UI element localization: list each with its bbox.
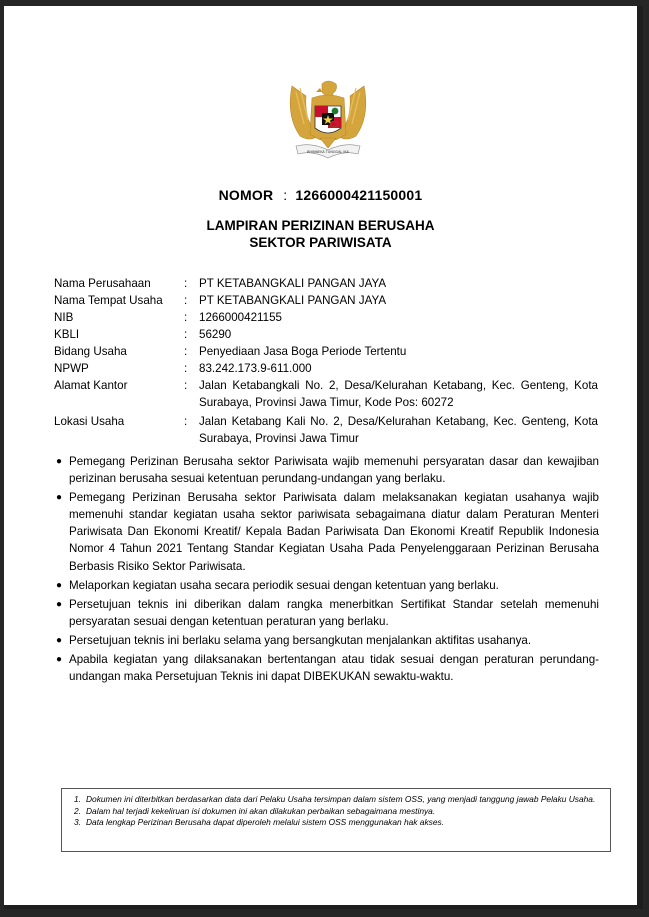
info-label: Nama Perusahaan (54, 277, 151, 290)
info-label: NIB (54, 311, 74, 324)
list-item-text: Persetujuan teknis ini berlaku selama yang bersangkutan menjalankan aktifitas usahanya. (69, 633, 532, 647)
note-text: Dalam hal terjadi kekeliruan isi dokumen ini akan dilakukan perbaikan sebagaimana mestinya. (86, 805, 436, 816)
info-colon: : (184, 345, 188, 358)
info-value: PT KETABANGKALI PANGAN JAYA (199, 277, 387, 290)
obligations-list (54, 453, 599, 687)
info-value: 1266000421155 (199, 311, 282, 324)
info-row-nama-tempat-usaha (54, 292, 598, 309)
info-colon: : (184, 328, 188, 341)
info-row-npwp (54, 360, 598, 377)
info-label: NPWP (54, 362, 89, 375)
note-number: 1. (74, 794, 81, 804)
title-line-2: SEKTOR PARIWISATA (249, 235, 392, 250)
list-item-text: Melaporkan kegiatan usaha secara periodik sesuai dengan ketentuan yang berlaku. (69, 578, 499, 592)
info-value: 83.242.173.9-611.000 (199, 362, 312, 375)
nomor-value: 1266000421150001 (295, 187, 423, 203)
document-title (4, 217, 637, 251)
list-item (54, 596, 599, 630)
info-value: 56290 (199, 328, 232, 341)
info-value: PT KETABANGKALI PANGAN JAYA (199, 294, 387, 307)
info-label: Bidang Usaha (54, 345, 127, 358)
nomor-label: NOMOR (218, 187, 274, 203)
list-item (54, 651, 599, 685)
info-label: Nama Tempat Usaha (54, 294, 163, 307)
note-text: Data lengkap Perizinan Berusaha dapat diperoleh melalui sistem OSS menggunakan hak akses. (86, 817, 445, 827)
note-item (74, 817, 600, 829)
info-colon: : (184, 415, 188, 428)
bullet-icon: ● (55, 654, 63, 666)
info-row-nama-perusahaan (54, 275, 598, 292)
info-label: KBLI (54, 328, 80, 341)
bullet-icon: ● (55, 634, 63, 646)
list-item (54, 489, 599, 574)
list-item-text: Pemegang Perizinan Berusaha sektor Pariwisata wajib memenuhi persyaratan dasar dan kewajiban perizinan berusaha sesuai ketentuan perundang-undangan yang berlaku. (69, 455, 599, 486)
info-row-bidang-usaha (54, 343, 598, 360)
disclaimer-notes-box (61, 788, 611, 852)
info-row-lokasi-usaha (54, 413, 598, 447)
company-info-table (54, 275, 598, 449)
bullet-icon: ● (55, 492, 63, 504)
info-colon: : (184, 294, 188, 307)
info-colon: : (184, 311, 188, 324)
garuda-emblem-icon (282, 76, 374, 166)
info-value: Jalan Ketabangkali No. 2, Desa/Kelurahan Ketabang, Kec. Genteng, Kota Surabaya, Provinsi Jawa Timur, Kode Pos: 60272 (199, 379, 598, 409)
note-item (74, 794, 600, 806)
info-colon: : (184, 379, 188, 392)
note-text: Dokumen ini diterbitkan berdasarkan data dari Pelaku Usaha tersimpan dalam sistem OSS, yang menjadi tanggung jawab Pelaku Usaha. (86, 794, 596, 804)
list-item (54, 453, 599, 487)
info-value: Penyediaan Jasa Boga Periode Tertentu (199, 345, 407, 358)
bullet-icon: ● (55, 456, 63, 467)
note-number: 3. (74, 817, 81, 827)
info-label: Lokasi Usaha (54, 415, 125, 428)
svg-text:BHINNEKA TUNGGAL IKA: BHINNEKA TUNGGAL IKA (307, 150, 349, 154)
info-row-alamat-kantor (54, 377, 598, 411)
list-item-text: Persetujuan teknis ini diberikan dalam rangka menerbitkan Sertifikat Standar setelah memenuhi persyaratan sesuai dengan ketentuan peraturan yang berlaku. (69, 597, 599, 628)
document-number (4, 187, 637, 203)
list-item (54, 577, 599, 594)
bullet-icon: ● (55, 598, 63, 610)
title-line-1: LAMPIRAN PERIZINAN BERUSAHA (206, 218, 435, 233)
list-item (54, 632, 599, 649)
bullet-icon: ● (55, 579, 63, 591)
note-number: 2. (74, 805, 81, 816)
info-colon: : (184, 362, 188, 375)
info-row-kbli (54, 326, 598, 343)
nomor-separator: : (283, 187, 288, 203)
info-row-nib (54, 309, 598, 326)
note-item (74, 806, 600, 818)
info-colon: : (184, 277, 188, 290)
list-item-text: Apabila kegiatan yang dilaksanakan bertentangan atau tidak sesuai dengan peraturan perundang-undangan maka Persetujuan Teknis ini dapat DIBEKUKAN sewaktu-waktu. (69, 653, 599, 684)
list-item-text: Pemegang Perizinan Berusaha sektor Pariwisata dalam melaksanakan kegiatan usahanya wajib memenuhi standar kegiatan usaha sektor pariwisata sebagaimana diatur dalam Peraturan Menteri Pariwisata Dan Ekonomi Kreatif/ Kepala Badan Pariwisata Dan Ekonomi Kreatif Republik Indonesia Nomor 4 Tahun 2021 Tentang Standar Kegiatan Usaha Pada Penyelenggaraan Perizinan Berusaha Berbasis Risiko Sektor Pariwisata. (69, 491, 599, 573)
info-value: Jalan Ketabang Kali No. 2, Desa/Kelurahan Ketabang, Kec. Genteng, Kota Surabaya, Provinsi Jawa Timur (199, 415, 598, 445)
document-page (4, 6, 643, 909)
info-label: Alamat Kantor (54, 379, 128, 392)
